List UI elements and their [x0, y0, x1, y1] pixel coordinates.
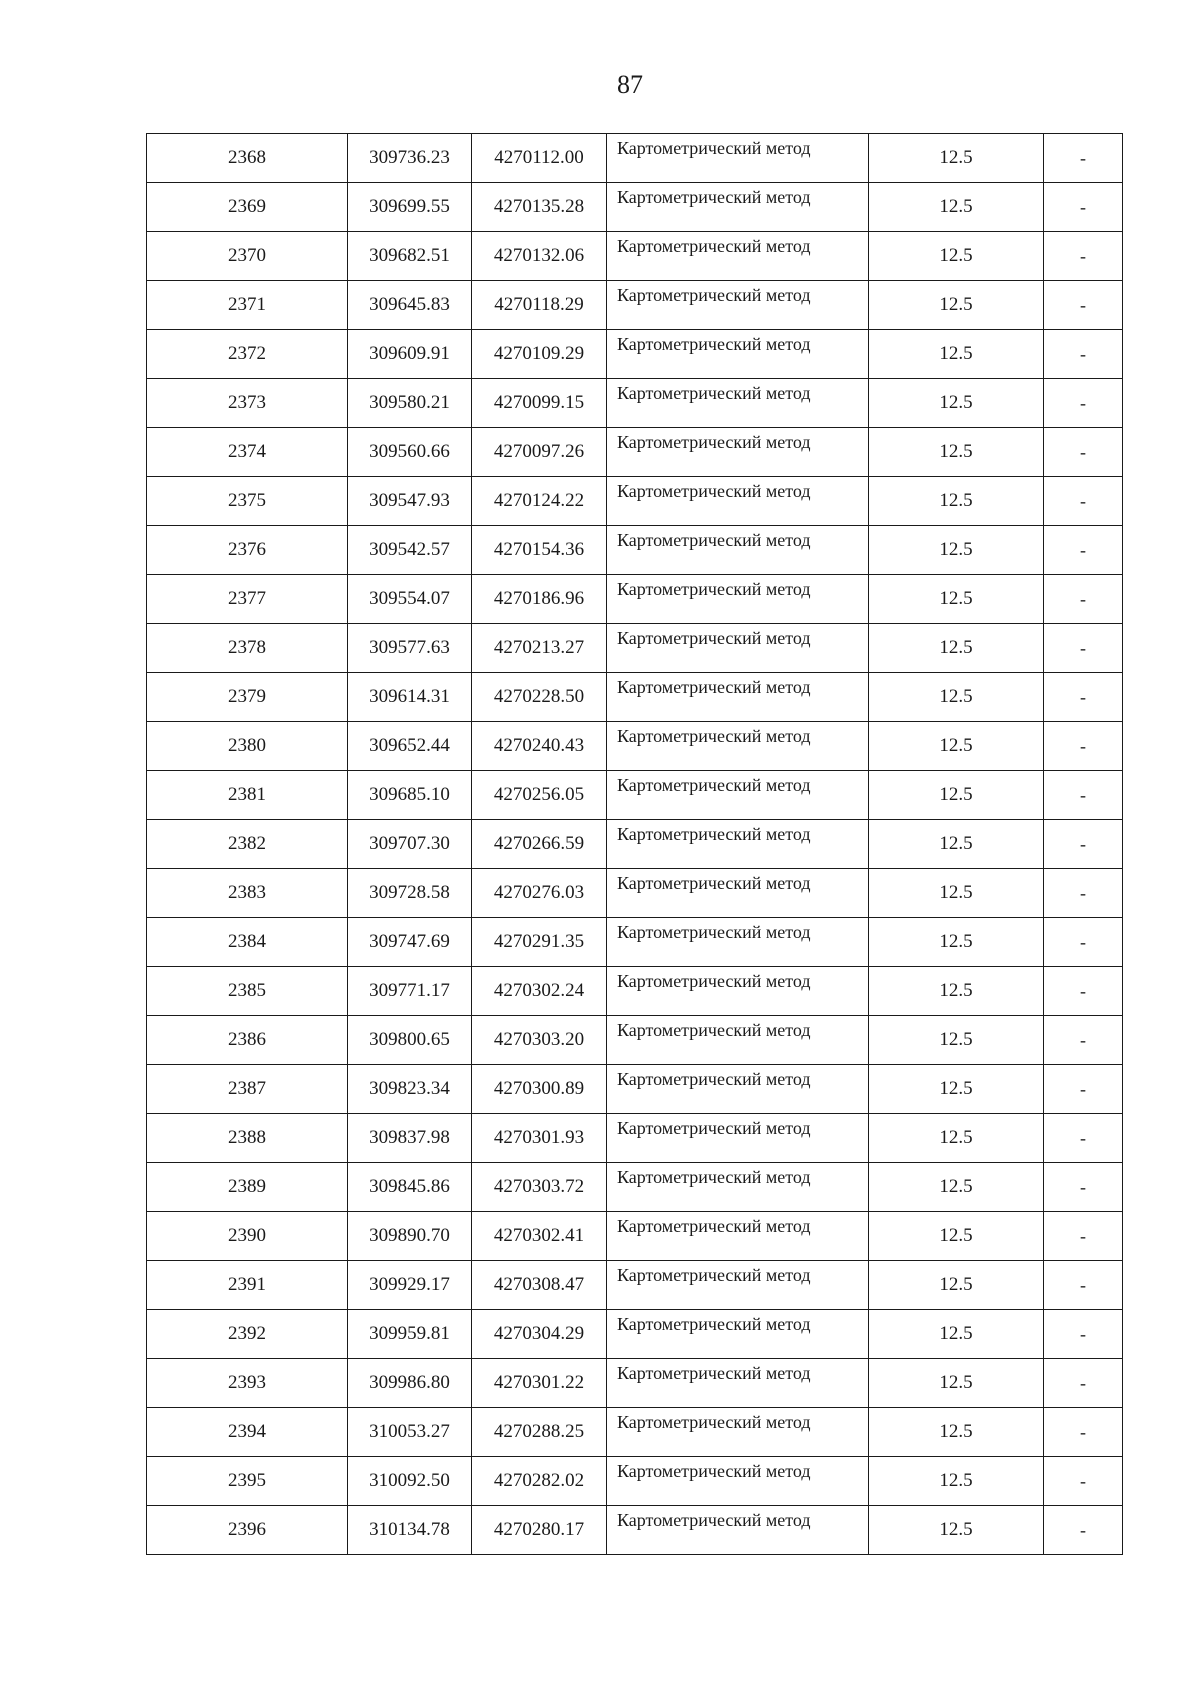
x-coordinate-cell: 309707.30 — [348, 820, 472, 869]
method-cell: Картометрический метод — [607, 379, 869, 428]
accuracy-cell: 12.5 — [869, 1457, 1044, 1506]
note-cell: - — [1044, 1359, 1123, 1408]
y-coordinate-cell: 4270304.29 — [472, 1310, 607, 1359]
y-coordinate-cell: 4270303.20 — [472, 1016, 607, 1065]
point-number-cell: 2368 — [147, 134, 348, 183]
table-row — [147, 575, 1123, 624]
point-number-cell: 2388 — [147, 1114, 348, 1163]
method-cell: Картометрический метод — [607, 1065, 869, 1114]
y-coordinate-cell: 4270124.22 — [472, 477, 607, 526]
note-cell: - — [1044, 232, 1123, 281]
point-number-cell: 2378 — [147, 624, 348, 673]
point-number-cell: 2384 — [147, 918, 348, 967]
accuracy-cell: 12.5 — [869, 869, 1044, 918]
method-cell: Картометрический метод — [607, 1408, 869, 1457]
point-number-cell: 2371 — [147, 281, 348, 330]
point-number-cell: 2383 — [147, 869, 348, 918]
y-coordinate-cell: 4270213.27 — [472, 624, 607, 673]
y-coordinate-cell: 4270256.05 — [472, 771, 607, 820]
accuracy-cell: 12.5 — [869, 232, 1044, 281]
y-coordinate-cell: 4270301.93 — [472, 1114, 607, 1163]
page-number: 87 — [617, 70, 643, 99]
table-row — [147, 1506, 1123, 1555]
point-number-cell: 2394 — [147, 1408, 348, 1457]
table-row — [147, 1457, 1123, 1506]
note-cell: - — [1044, 1065, 1123, 1114]
accuracy-cell: 12.5 — [869, 330, 1044, 379]
x-coordinate-cell: 309547.93 — [348, 477, 472, 526]
table-row — [147, 967, 1123, 1016]
x-coordinate-cell: 309542.57 — [348, 526, 472, 575]
note-cell: - — [1044, 1016, 1123, 1065]
point-number-cell: 2395 — [147, 1457, 348, 1506]
x-coordinate-cell: 310134.78 — [348, 1506, 472, 1555]
table-row — [147, 1408, 1123, 1457]
accuracy-cell: 12.5 — [869, 1506, 1044, 1555]
note-cell: - — [1044, 134, 1123, 183]
table-row — [147, 624, 1123, 673]
table-row — [147, 428, 1123, 477]
point-number-cell: 2392 — [147, 1310, 348, 1359]
point-number-cell: 2369 — [147, 183, 348, 232]
y-coordinate-cell: 4270112.00 — [472, 134, 607, 183]
y-coordinate-cell: 4270132.06 — [472, 232, 607, 281]
note-cell: - — [1044, 1506, 1123, 1555]
accuracy-cell: 12.5 — [869, 1163, 1044, 1212]
method-cell: Картометрический метод — [607, 967, 869, 1016]
y-coordinate-cell: 4270135.28 — [472, 183, 607, 232]
y-coordinate-cell: 4270276.03 — [472, 869, 607, 918]
table-row — [147, 1261, 1123, 1310]
method-cell: Картометрический метод — [607, 1359, 869, 1408]
accuracy-cell: 12.5 — [869, 526, 1044, 575]
method-cell: Картометрический метод — [607, 771, 869, 820]
note-cell: - — [1044, 183, 1123, 232]
table-row — [147, 869, 1123, 918]
note-cell: - — [1044, 1261, 1123, 1310]
y-coordinate-cell: 4270099.15 — [472, 379, 607, 428]
method-cell: Картометрический метод — [607, 1212, 869, 1261]
point-number-cell: 2389 — [147, 1163, 348, 1212]
table-row — [147, 330, 1123, 379]
y-coordinate-cell: 4270280.17 — [472, 1506, 607, 1555]
x-coordinate-cell: 309800.65 — [348, 1016, 472, 1065]
x-coordinate-cell: 309682.51 — [348, 232, 472, 281]
y-coordinate-cell: 4270118.29 — [472, 281, 607, 330]
note-cell: - — [1044, 624, 1123, 673]
note-cell: - — [1044, 1457, 1123, 1506]
y-coordinate-cell: 4270303.72 — [472, 1163, 607, 1212]
x-coordinate-cell: 309652.44 — [348, 722, 472, 771]
method-cell: Картометрический метод — [607, 1457, 869, 1506]
note-cell: - — [1044, 428, 1123, 477]
point-number-cell: 2377 — [147, 575, 348, 624]
x-coordinate-cell: 309645.83 — [348, 281, 472, 330]
table-row — [147, 673, 1123, 722]
table-row — [147, 1359, 1123, 1408]
accuracy-cell: 12.5 — [869, 918, 1044, 967]
x-coordinate-cell: 309771.17 — [348, 967, 472, 1016]
table-row — [147, 820, 1123, 869]
note-cell: - — [1044, 575, 1123, 624]
table-row — [147, 1212, 1123, 1261]
note-cell: - — [1044, 1212, 1123, 1261]
accuracy-cell: 12.5 — [869, 1310, 1044, 1359]
y-coordinate-cell: 4270288.25 — [472, 1408, 607, 1457]
accuracy-cell: 12.5 — [869, 967, 1044, 1016]
table-row — [147, 1310, 1123, 1359]
x-coordinate-cell: 309728.58 — [348, 869, 472, 918]
table-row — [147, 183, 1123, 232]
method-cell: Картометрический метод — [607, 673, 869, 722]
method-cell: Картометрический метод — [607, 869, 869, 918]
note-cell: - — [1044, 869, 1123, 918]
point-number-cell: 2382 — [147, 820, 348, 869]
method-cell: Картометрический метод — [607, 526, 869, 575]
note-cell: - — [1044, 771, 1123, 820]
note-cell: - — [1044, 722, 1123, 771]
x-coordinate-cell: 309577.63 — [348, 624, 472, 673]
accuracy-cell: 12.5 — [869, 281, 1044, 330]
method-cell: Картометрический метод — [607, 1506, 869, 1555]
method-cell: Картометрический метод — [607, 232, 869, 281]
method-cell: Картометрический метод — [607, 1261, 869, 1310]
x-coordinate-cell: 309747.69 — [348, 918, 472, 967]
method-cell: Картометрический метод — [607, 477, 869, 526]
accuracy-cell: 12.5 — [869, 1212, 1044, 1261]
method-cell: Картометрический метод — [607, 1310, 869, 1359]
point-number-cell: 2379 — [147, 673, 348, 722]
x-coordinate-cell: 309929.17 — [348, 1261, 472, 1310]
point-number-cell: 2372 — [147, 330, 348, 379]
accuracy-cell: 12.5 — [869, 624, 1044, 673]
y-coordinate-cell: 4270228.50 — [472, 673, 607, 722]
point-number-cell: 2386 — [147, 1016, 348, 1065]
y-coordinate-cell: 4270154.36 — [472, 526, 607, 575]
method-cell: Картометрический метод — [607, 820, 869, 869]
x-coordinate-cell: 310092.50 — [348, 1457, 472, 1506]
method-cell: Картометрический метод — [607, 1016, 869, 1065]
accuracy-cell: 12.5 — [869, 771, 1044, 820]
table-row — [147, 477, 1123, 526]
method-cell: Картометрический метод — [607, 1163, 869, 1212]
point-number-cell: 2376 — [147, 526, 348, 575]
y-coordinate-cell: 4270266.59 — [472, 820, 607, 869]
method-cell: Картометрический метод — [607, 722, 869, 771]
table-row — [147, 379, 1123, 428]
point-number-cell: 2370 — [147, 232, 348, 281]
point-number-cell: 2390 — [147, 1212, 348, 1261]
method-cell: Картометрический метод — [607, 1114, 869, 1163]
note-cell: - — [1044, 673, 1123, 722]
x-coordinate-cell: 309959.81 — [348, 1310, 472, 1359]
x-coordinate-cell: 309890.70 — [348, 1212, 472, 1261]
x-coordinate-cell: 310053.27 — [348, 1408, 472, 1457]
accuracy-cell: 12.5 — [869, 1016, 1044, 1065]
point-number-cell: 2375 — [147, 477, 348, 526]
accuracy-cell: 12.5 — [869, 379, 1044, 428]
accuracy-cell: 12.5 — [869, 477, 1044, 526]
note-cell: - — [1044, 526, 1123, 575]
point-number-cell: 2374 — [147, 428, 348, 477]
method-cell: Картометрический метод — [607, 281, 869, 330]
x-coordinate-cell: 309823.34 — [348, 1065, 472, 1114]
method-cell: Картометрический метод — [607, 428, 869, 477]
table-row — [147, 1163, 1123, 1212]
y-coordinate-cell: 4270291.35 — [472, 918, 607, 967]
table-row — [147, 526, 1123, 575]
table-row — [147, 918, 1123, 967]
note-cell: - — [1044, 1408, 1123, 1457]
accuracy-cell: 12.5 — [869, 1359, 1044, 1408]
accuracy-cell: 12.5 — [869, 183, 1044, 232]
accuracy-cell: 12.5 — [869, 820, 1044, 869]
note-cell: - — [1044, 477, 1123, 526]
table-row — [147, 1016, 1123, 1065]
accuracy-cell: 12.5 — [869, 1261, 1044, 1310]
method-cell: Картометрический метод — [607, 575, 869, 624]
table-row — [147, 134, 1123, 183]
accuracy-cell: 12.5 — [869, 428, 1044, 477]
method-cell: Картометрический метод — [607, 330, 869, 379]
x-coordinate-cell: 309554.07 — [348, 575, 472, 624]
y-coordinate-cell: 4270109.29 — [472, 330, 607, 379]
x-coordinate-cell: 309580.21 — [348, 379, 472, 428]
y-coordinate-cell: 4270186.96 — [472, 575, 607, 624]
y-coordinate-cell: 4270282.02 — [472, 1457, 607, 1506]
table-row — [147, 1065, 1123, 1114]
method-cell: Картометрический метод — [607, 918, 869, 967]
y-coordinate-cell: 4270302.41 — [472, 1212, 607, 1261]
y-coordinate-cell: 4270300.89 — [472, 1065, 607, 1114]
point-number-cell: 2387 — [147, 1065, 348, 1114]
note-cell: - — [1044, 330, 1123, 379]
note-cell: - — [1044, 820, 1123, 869]
accuracy-cell: 12.5 — [869, 1114, 1044, 1163]
table-row — [147, 771, 1123, 820]
note-cell: - — [1044, 967, 1123, 1016]
y-coordinate-cell: 4270240.43 — [472, 722, 607, 771]
x-coordinate-cell: 309845.86 — [348, 1163, 472, 1212]
method-cell: Картометрический метод — [607, 134, 869, 183]
method-cell: Картометрический метод — [607, 183, 869, 232]
note-cell: - — [1044, 1310, 1123, 1359]
x-coordinate-cell: 309685.10 — [348, 771, 472, 820]
accuracy-cell: 12.5 — [869, 575, 1044, 624]
x-coordinate-cell: 309736.23 — [348, 134, 472, 183]
table-row — [147, 232, 1123, 281]
point-number-cell: 2396 — [147, 1506, 348, 1555]
y-coordinate-cell: 4270308.47 — [472, 1261, 607, 1310]
x-coordinate-cell: 309699.55 — [348, 183, 472, 232]
point-number-cell: 2380 — [147, 722, 348, 771]
x-coordinate-cell: 309837.98 — [348, 1114, 472, 1163]
y-coordinate-cell: 4270097.26 — [472, 428, 607, 477]
coordinates-table — [146, 133, 1123, 1555]
table-row — [147, 1114, 1123, 1163]
point-number-cell: 2385 — [147, 967, 348, 1016]
accuracy-cell: 12.5 — [869, 1065, 1044, 1114]
point-number-cell: 2381 — [147, 771, 348, 820]
point-number-cell: 2391 — [147, 1261, 348, 1310]
note-cell: - — [1044, 1114, 1123, 1163]
accuracy-cell: 12.5 — [869, 722, 1044, 771]
x-coordinate-cell: 309609.91 — [348, 330, 472, 379]
coordinates-table-body — [147, 134, 1123, 1555]
table-row — [147, 722, 1123, 771]
accuracy-cell: 12.5 — [869, 134, 1044, 183]
point-number-cell: 2393 — [147, 1359, 348, 1408]
note-cell: - — [1044, 379, 1123, 428]
y-coordinate-cell: 4270302.24 — [472, 967, 607, 1016]
x-coordinate-cell: 309614.31 — [348, 673, 472, 722]
x-coordinate-cell: 309560.66 — [348, 428, 472, 477]
table-row — [147, 281, 1123, 330]
note-cell: - — [1044, 281, 1123, 330]
accuracy-cell: 12.5 — [869, 1408, 1044, 1457]
note-cell: - — [1044, 918, 1123, 967]
y-coordinate-cell: 4270301.22 — [472, 1359, 607, 1408]
x-coordinate-cell: 309986.80 — [348, 1359, 472, 1408]
point-number-cell: 2373 — [147, 379, 348, 428]
accuracy-cell: 12.5 — [869, 673, 1044, 722]
note-cell: - — [1044, 1163, 1123, 1212]
method-cell: Картометрический метод — [607, 624, 869, 673]
